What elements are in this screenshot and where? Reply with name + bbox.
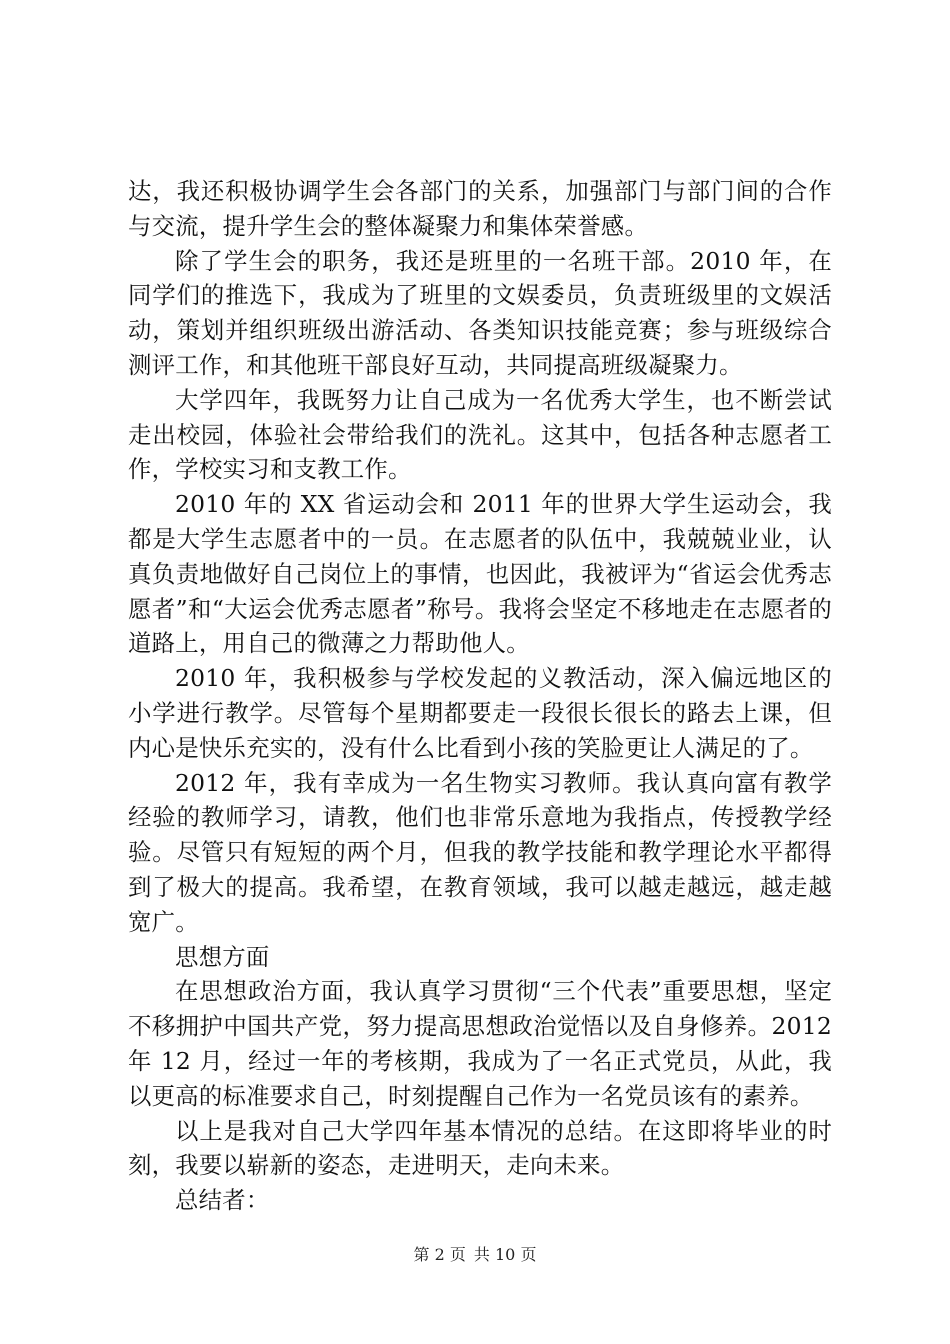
paragraph-continuation: 达，我还积极协调学生会各部门的关系，加强部门与部门间的合作与交流，提升学生会的整体凝聚力和集体荣誉感。 — [128, 177, 832, 240]
paragraph-internship: 2012 年，我有幸成为一名生物实习教师。我认真向富有教学经验的教师学习，请教，他们也非常乐意地为我指点，传授教学经验。尽管只有短短的两个月，但我的教学技能和教学理论水平都得到了极大的提高。我希望，在教育领域，我可以越走越远，越走越宽广。 — [128, 768, 832, 936]
paragraph-conclusion: 以上是我对自己大学四年基本情况的总结。在这即将毕业的时刻，我要以崭新的姿态，走进明天，走向未来。 — [128, 1116, 832, 1180]
paragraph-volunteer: 2010 年的 XX 省运动会和 2011 年的世界大学生运动会，我都是大学生志愿者中的一员。在志愿者的队伍中，我兢兢业业，认真负责地做好自己岗位上的事情，也因此，我被评为“省运会优秀志愿者”和“大运会优秀志愿者”称号。我将会坚定不移地走在志愿者的道路上，用自己的微薄之力帮助他人。 — [128, 490, 832, 658]
signature-line: 总结者： — [175, 1186, 270, 1215]
paragraph-political: 在思想政治方面，我认真学习贯彻“三个代表”重要思想，坚定不移拥护中国共产党，努力提高思想政治觉悟以及自身修养。2012 年 12 月，经过一年的考核期，我成为了一名正式党员，从此，我以更高的标准要求自己，时刻提醒自己作为一名党员该有的素养。 — [128, 977, 832, 1110]
paragraph-four-years: 大学四年，我既努力让自己成为一名优秀大学生，也不断尝试走出校园，体验社会带给我们的洗礼。这其中，包括各种志愿者工作，学校实习和支教工作。 — [128, 385, 832, 484]
paragraph-teaching-volunteer: 2010 年，我积极参与学校发起的义教活动，深入偏远地区的小学进行教学。尽管每个星期都要走一段很长很长的路去上课，但内心是快乐充实的，没有什么比看到小孩的笑脸更让人满足的了。 — [128, 664, 832, 762]
page-total: 共 10 页 — [473, 1245, 537, 1264]
page-footer — [0, 1245, 950, 1265]
paragraph-class-cadre: 除了学生会的职务，我还是班里的一名班干部。2010 年，在同学们的推选下，我成为了班里的文娱委员，负责班级里的文娱活动，策划并组织班级出游活动、各类知识技能竞赛；参与班级综合测评工作，和其他班干部良好互动，共同提高班级凝聚力。 — [128, 246, 832, 379]
page-number: 第 2 页 — [413, 1245, 466, 1264]
document-body — [128, 174, 832, 1218]
section-heading-thought: 思想方面 — [175, 942, 270, 971]
